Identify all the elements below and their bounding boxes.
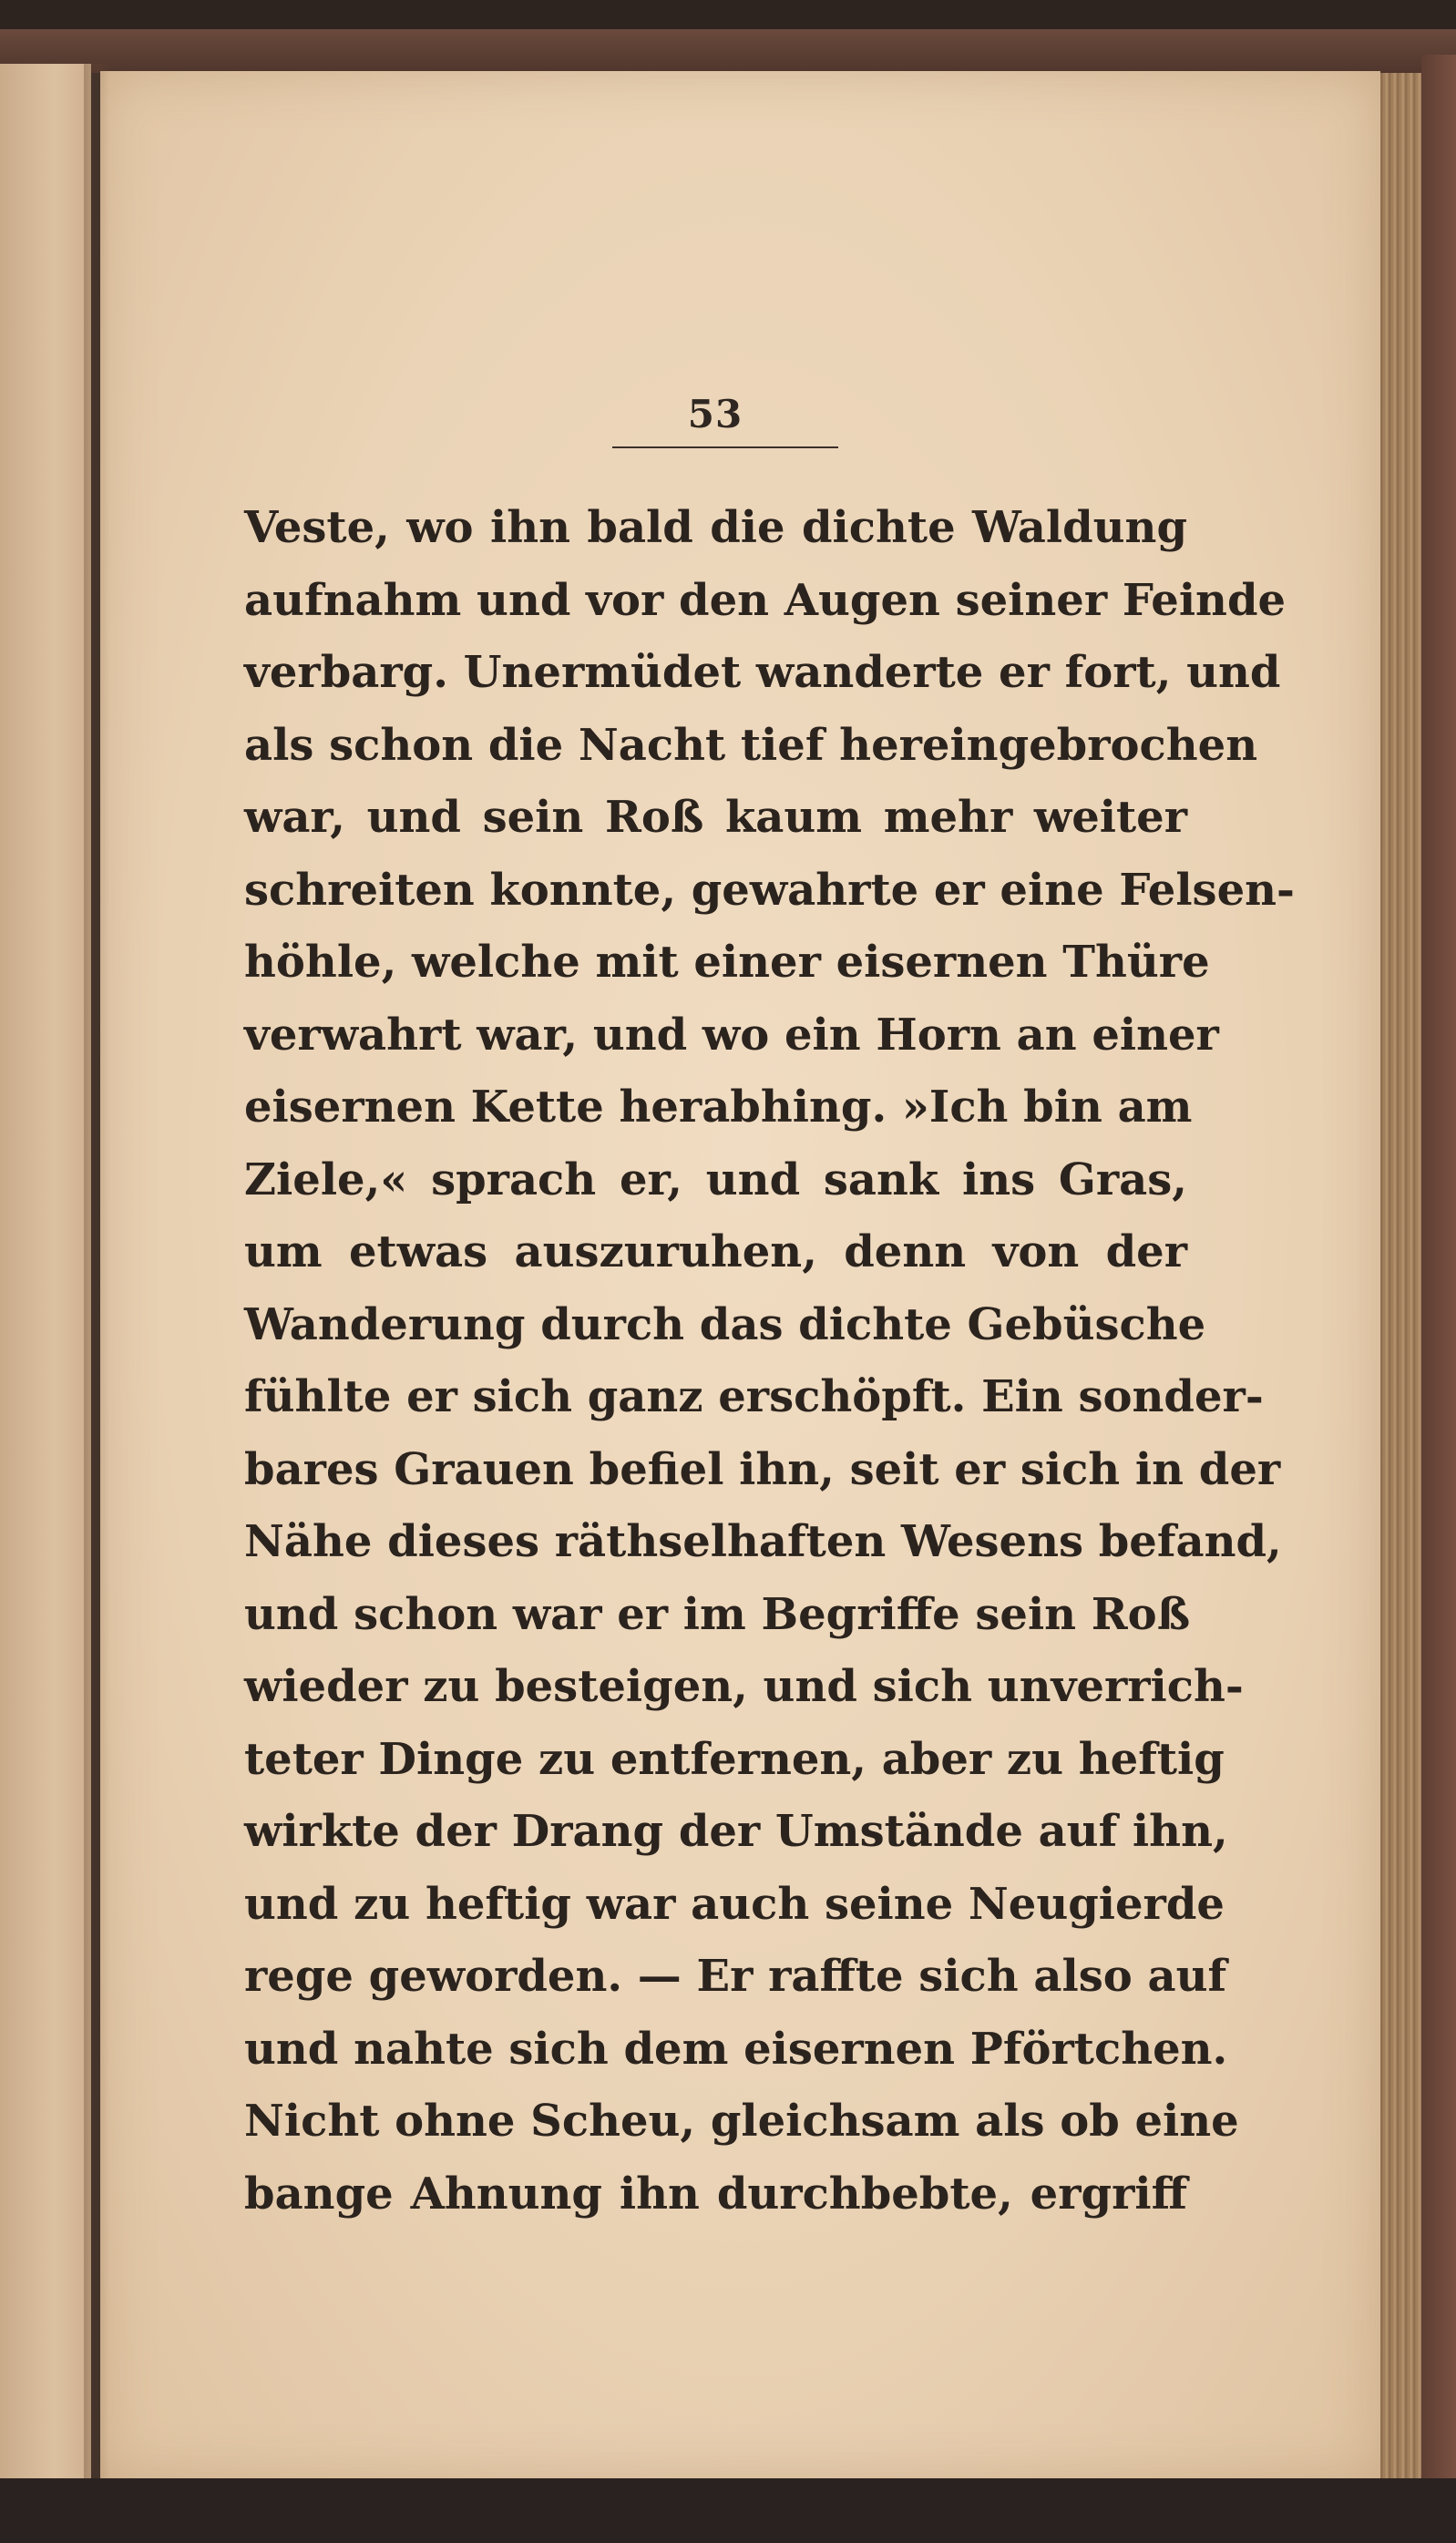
text-line: verbarg. Unermüdet wanderte er fort, und (244, 647, 1281, 698)
text-line: und schon war er im Begriffe sein Roß (244, 1588, 1191, 1640)
body-text (244, 492, 1295, 2230)
page-number: 53 (687, 392, 743, 436)
text-line: war, und sein Roß kaum mehr weiter (244, 792, 1187, 843)
text-line: Nicht ohne Scheu, gleichsam als ob eine (244, 2096, 1239, 2147)
text-line: um etwas auszuruhen, denn von der (244, 1226, 1187, 1277)
text-line: bares Grauen befiel ihn, seit er sich in der (244, 1443, 1281, 1495)
book-cover-right-edge (1421, 55, 1456, 2506)
text-line: höhle, welche mit einer eisernen Thüre (244, 937, 1210, 988)
text-line: teter Dinge zu entfernen, aber zu heftig (244, 1733, 1225, 1785)
text-line: schreiten konnte, gewahrte er eine Felsen- (244, 864, 1295, 916)
text-line: Wanderung durch das dichte Gebüsche (244, 1298, 1206, 1350)
left-page-edge (0, 64, 91, 2487)
text-line: als schon die Nacht tief hereingebrochen (244, 719, 1258, 771)
book-cover-top-edge (0, 29, 1456, 73)
text-line: verwahrt war, und wo ein Horn an einer (244, 1009, 1219, 1061)
book-gutter (84, 64, 109, 2487)
text-line: Ziele,« sprach er, und sank ins Gras, (244, 1154, 1187, 1205)
text-line: wieder zu besteigen, und sich unverrich- (244, 1661, 1244, 1712)
text-line: fühlte er sich ganz erschöpft. Ein sonder- (244, 1371, 1264, 1422)
text-line: und nahte sich dem eisernen Pförtchen. (244, 2023, 1228, 2075)
text-line: rege geworden. — Er raffte sich also auf (244, 1951, 1227, 2002)
text-line: aufnahm und vor den Augen seiner Feinde (244, 574, 1287, 626)
text-line: bange Ahnung ihn durchbebte, ergriff (244, 2168, 1187, 2220)
text-line: und zu heftig war auch seine Neugierde (244, 1878, 1225, 1930)
text-line: Veste, wo ihn bald die dichte Waldung (244, 502, 1187, 553)
text-line: eisernen Kette herabhing. »Ich bin am (244, 1082, 1193, 1133)
background-bottom (0, 2478, 1456, 2543)
header-rule (612, 446, 838, 448)
text-line: wirkte der Drang der Umstände auf ihn, (244, 1806, 1228, 1857)
text-line: Nähe dieses räthselhaften Wesens befand, (244, 1516, 1282, 1567)
